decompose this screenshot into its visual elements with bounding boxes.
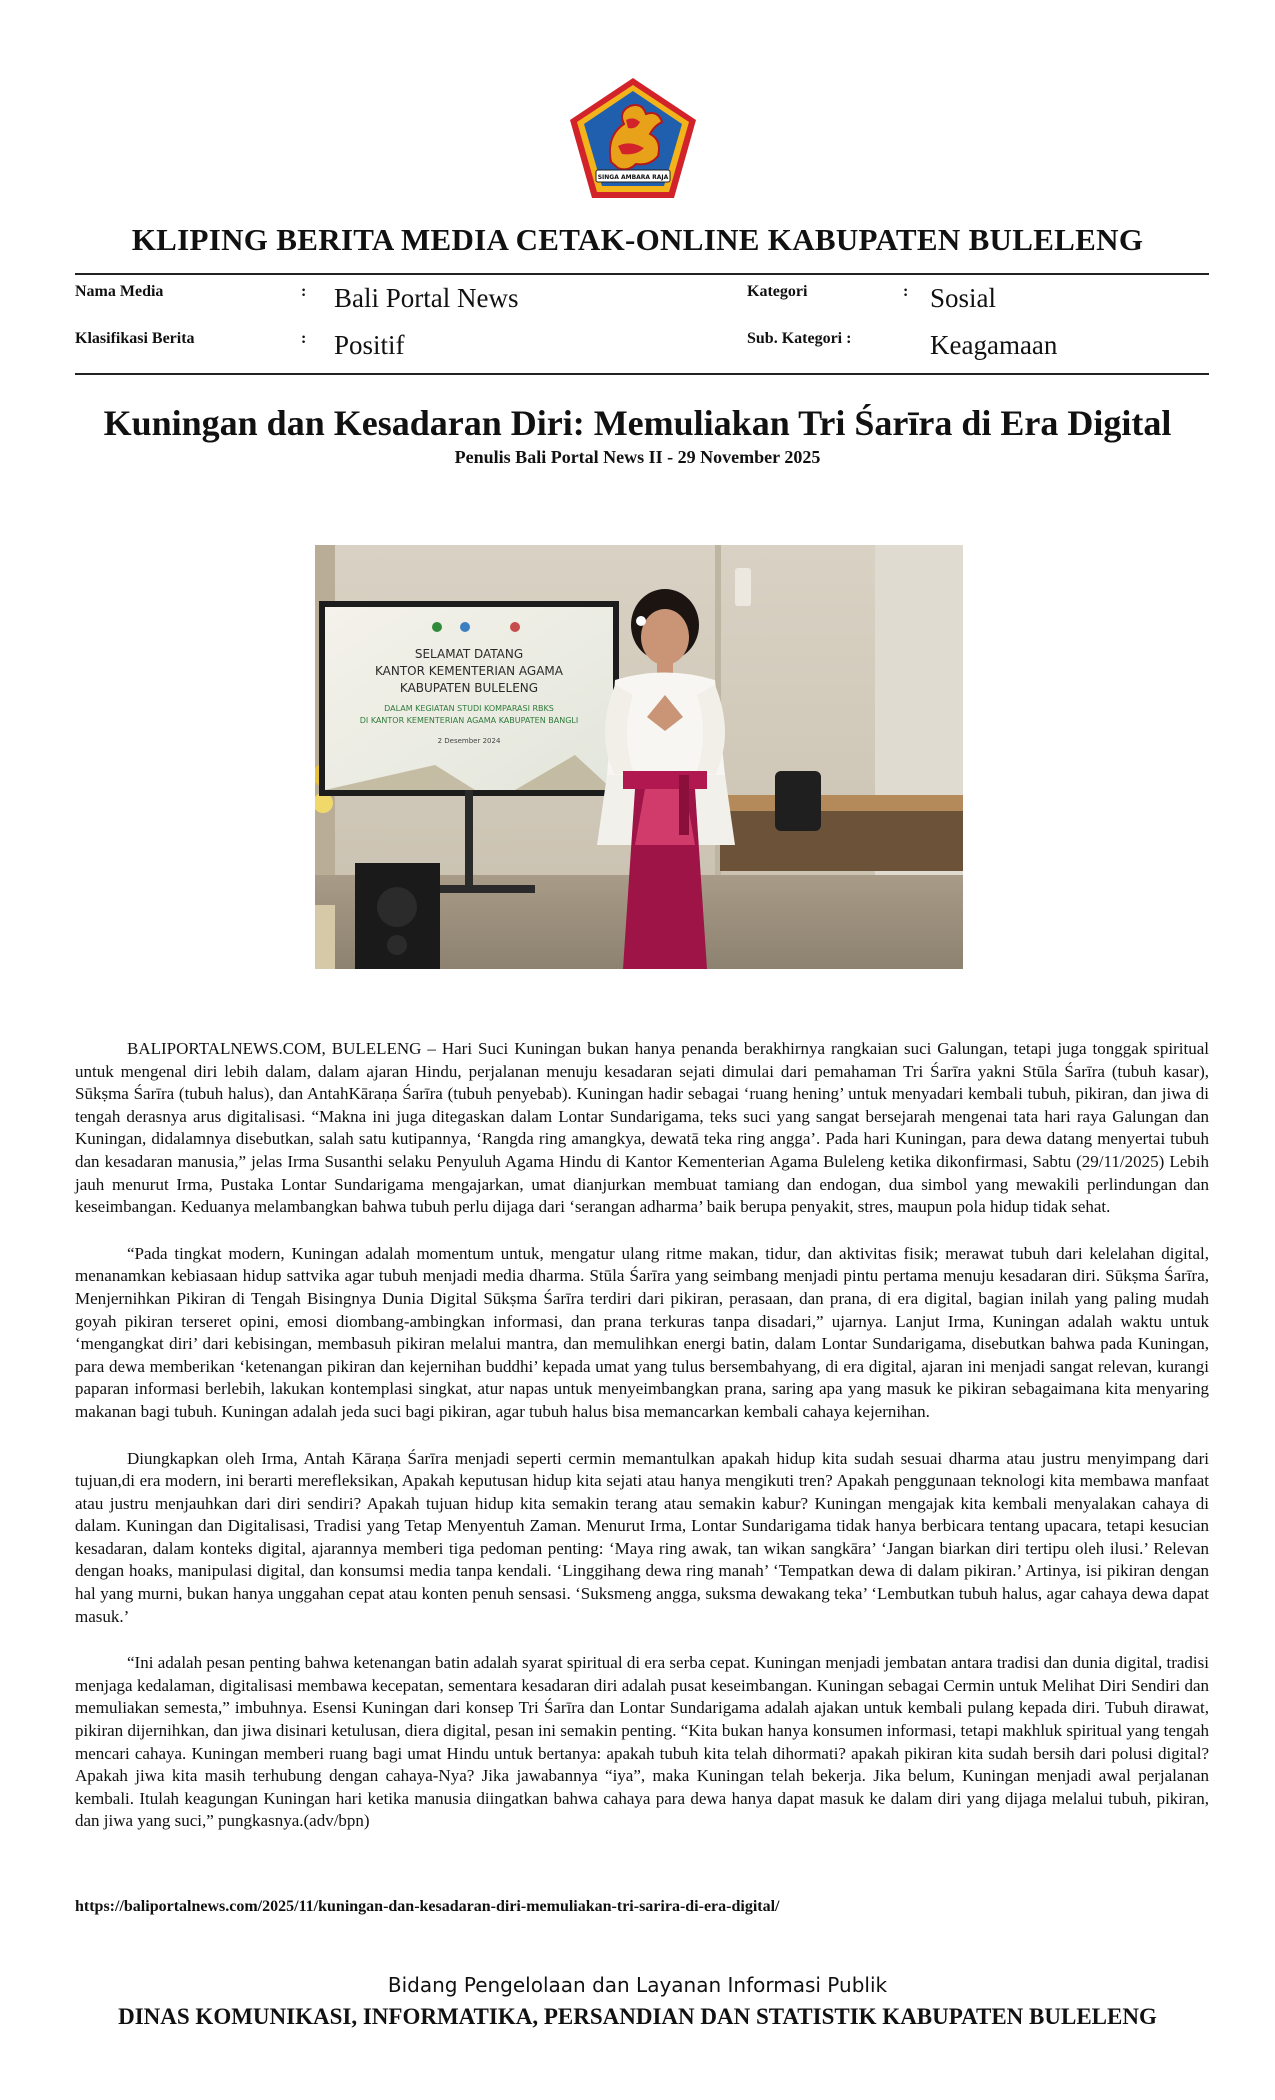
screen-line-1: SELAMAT DATANG bbox=[414, 647, 524, 661]
nama-media-value: Bali Portal News bbox=[334, 283, 519, 313]
klasifikasi-colon: : bbox=[301, 330, 307, 347]
article-byline: Penulis Bali Portal News II - 29 November 2025 bbox=[454, 447, 821, 467]
screen-line-3: KABUPATEN BULELENG bbox=[399, 681, 539, 695]
logo-motto: SINGA AMBARA RAJA bbox=[597, 174, 669, 181]
header-divider-top bbox=[75, 273, 1209, 275]
kliping-title: KLIPING BERITA MEDIA CETAK-ONLINE KABUPATEN BULELENG bbox=[131, 222, 1144, 257]
screen-line-5: DI KANTOR KEMENTERIAN AGAMA KABUPATEN BANGLI bbox=[359, 716, 579, 725]
sub-kategori-value: Keagamaan bbox=[930, 330, 1058, 360]
header-divider-bottom bbox=[75, 373, 1209, 375]
source-url-link[interactable]: https://baliportalnews.com/2025/11/kuningan-dan-kesadaran-diri-memuliakan-tri-sarira-di-era-digital/ bbox=[75, 1898, 780, 1915]
screen-line-6: 2 Desember 2024 bbox=[437, 737, 501, 745]
kabupaten-buleleng-logo bbox=[566, 76, 700, 200]
footer-dinas: DINAS KOMUNIKASI, INFORMATIKA, PERSANDIAN DAN STATISTIK KABUPATEN BULELENG bbox=[118, 2004, 1157, 2029]
sub-kategori-label: Sub. Kategori : bbox=[747, 330, 852, 347]
screen-line-2: KANTOR KEMENTERIAN AGAMA bbox=[375, 664, 563, 678]
kategori-colon: : bbox=[903, 283, 909, 300]
kategori-value: Sosial bbox=[930, 283, 997, 313]
article-paragraph-3: Diungkapkan oleh Irma, Antah Kāraṇa Śarīra menjadi seperti cermin memantulkan apakah hidup kita sudah sesuai dharma atau justru menyimpang dari tujuan,di era modern, ini berarti merefleksikan, Apakah keputusan hidup kita sejati atau hanya mengikuti tren? Apakah penggunaan teknologi kita membawa manfaat atau justru menjauhkan dari diri sendiri? Apakah tujuan hidup kita semakin terang atau semakin kabur? Kuningan mengajak kita kembali menyalakan cahaya di dalam. Kuningan dan Digitalisasi, Tradisi yang Tetap Menyentuh Zaman. Menurut Irma, Lontar Sundarigama tidak hanya berbicara tentang upacara, tetapi kesucian kesadaran, dalam konteks digital, ajarannya memberi tiga pedoman penting: ‘Maya ring awak, tan wikan sangkāra’ ‘Jangan biarkan diri tertipu oleh ilusi.’ Relevan dengan hoaks, manipulasi digital, dan konsumsi media tanpa kendali. ‘Linggihang dewa ring manah’ ‘Tempatkan dewa di dalam pikiran.’ Artinya, isi pikiran dengan hal yang murni, bukan hanya unggahan cepat atau konten penuh sensasi. ‘Suksmeng angga, suksma dewakang teka’ ‘Lembutkan tubuh halus, agar cahaya dewa dapat masuk.’ bbox=[75, 1448, 1209, 1626]
article-headline: Kuningan dan Kesadaran Diri: Memuliakan Tri Śarīra di Era Digital bbox=[103, 403, 1172, 443]
klasifikasi-value: Positif bbox=[334, 330, 405, 360]
article-paragraph-4: “Ini adalah pesan penting bahwa ketenangan batin adalah syarat spiritual di era serba cepat. Kuningan menjadi jembatan antara tradisi dan dunia digital, tradisi menjaga kedalaman, digitalisasi membawa kecepatan, sementara kesadaran diri adalah pusat keseimbangan. Kuningan sebagai Cermin untuk Melihat Diri Sendiri dan memuliakan semesta,” imbuhnya. Esensi Kuningan dari konsep Tri Śarīra dan Lontar Sundarigama adalah ajakan untuk kembali pulang kepada diri. Tubuh dirawat, pikiran dijernihkan, dan jiwa disinari ketulusan, diera digital, pesan ini semakin penting. “Kita bukan hanya konsumen informasi, tetapi makhluk spiritual yang tengah mencari cahaya. Kuningan memberi ruang bagi umat Hindu untuk bertanya: apakah tubuh kita telah dihormati? apakah pikiran kita sudah bersih dari polusi digital? Apakah jiwa kita masih terhubung dengan cahaya-Nya? Jika jawabannya “iya”, maka Kuningan telah bekerja. Jika belum, Kuningan menjadi awal perjalanan kembali. Itulah keagungan Kuningan hari ketika manusia diingatkan bahwa cahaya para dewa hanya dapat masuk ke dalam diri yang dijaga melalui tubuh, pikiran, dan jiwa yang suci,” pungkasnya.(adv/bpn) bbox=[75, 1653, 1209, 1831]
article-body bbox=[75, 1038, 1209, 1857]
nama-media-colon: : bbox=[301, 283, 307, 300]
kategori-label: Kategori bbox=[747, 283, 808, 300]
screen-line-4: DALAM KEGIATAN STUDI KOMPARASI RBKS bbox=[384, 704, 554, 713]
footer-bidang: Bidang Pengelolaan dan Layanan Informasi Publik bbox=[387, 1973, 888, 1997]
article-photo bbox=[315, 545, 963, 969]
klasifikasi-label: Klasifikasi Berita bbox=[75, 330, 195, 347]
article-paragraph-2: “Pada tingkat modern, Kuningan adalah momentum untuk, mengatur ulang ritme makan, tidur, dan aktivitas fisik; merawat tubuh dari kelelahan digital, menanamkan kebiasaan hidup sattvika agar tubuh menjadi media dharma. Stūla Śarīra yang seimbang menjadi pintu pertama menuju kesadaran diri. Sūkṣma Śarīra, Menjernihkan Pikiran di Tengah Bisingnya Dunia Digital Sūkṣma Śarīra terdiri dari pikiran, perasaan, dan prana, di era digital, bagian inilah yang paling mudah goyah pikiran terseret opini, emosi diombang-ambingkan informasi, dan prana terkuras tanpa disadari,” ujarnya. Lanjut Irma, Kuningan adalah waktu untuk ‘mengangkat diri’ dari kebisingan, membasuh pikiran melalui mantra, dan memulihkan energi batin, dalam Lontar Sundarigama, disebutkan bahwa pada Kuningan, para dewa memberikan ‘ketenangan pikiran dan kejernihan buddhi’ kepada umat yang tulus bersembahyang, di era digital, ajaran ini menjadi sangat relevan, kurangi paparan informasi berlebih, lakukan kontemplasi singkat, atur napas untuk menyeimbangkan prana, saring apa yang masuk ke pikiran sebagaimana kita menyaring makanan bagi tubuh. Kuningan adalah jeda suci bagi pikiran, agar tubuh halus bisa memancarkan kembali cahaya kejernihan. bbox=[75, 1243, 1209, 1421]
article-paragraph-1: BALIPORTALNEWS.COM, BULELENG – Hari Suci Kuningan bukan hanya penanda berakhirnya rangkaian suci Galungan, tetapi juga tonggak spiritual untuk mengenal diri lebih dalam, dalam ajaran Hindu, perjalanan menuju kesadaran sejati dimulai dari pemahaman Tri Śarīra yakni Stūla Śarīra (tubuh kasar), Sūkṣma Śarīra (tubuh halus), dan AntahKāraṇa Śarīra (tubuh penyebab). Kuningan hadir sebagai ‘ruang hening’ untuk menyadari kembali tubuh, pikiran, dan jiwa di tengah derasnya arus digitalisasi. “Makna ini juga ditegaskan dalam Lontar Sundarigama, teks suci yang sangat bersejarah mengenai tata hari raya Galungan dan Kuningan, didalamnya disebutkan, salah satu kutipannya, ‘Rangda ring amangkya, dewatā teka ring angga’. Pada hari Kuningan, para dewa datang menyertai tubuh dan kesadaran manusia,” jelas Irma Susanthi selaku Penyuluh Agama Hindu di Kantor Kementerian Agama Buleleng ketika dikonfirmasi, Sabtu (29/11/2025) Lebih jauh menurut Irma, Pustaka Lontar Sundarigama mengajarkan, umat dianjurkan membuat tamiang dan endogan, dua simbol yang mewakili perlindungan dan keseimbangan. Keduanya melambangkan bahwa tubuh perlu dijaga dari ‘serangan adharma’ baik berupa penyakit, stres, maupun pola hidup tidak sehat. bbox=[75, 1039, 1209, 1217]
nama-media-label: Nama Media bbox=[75, 283, 164, 300]
